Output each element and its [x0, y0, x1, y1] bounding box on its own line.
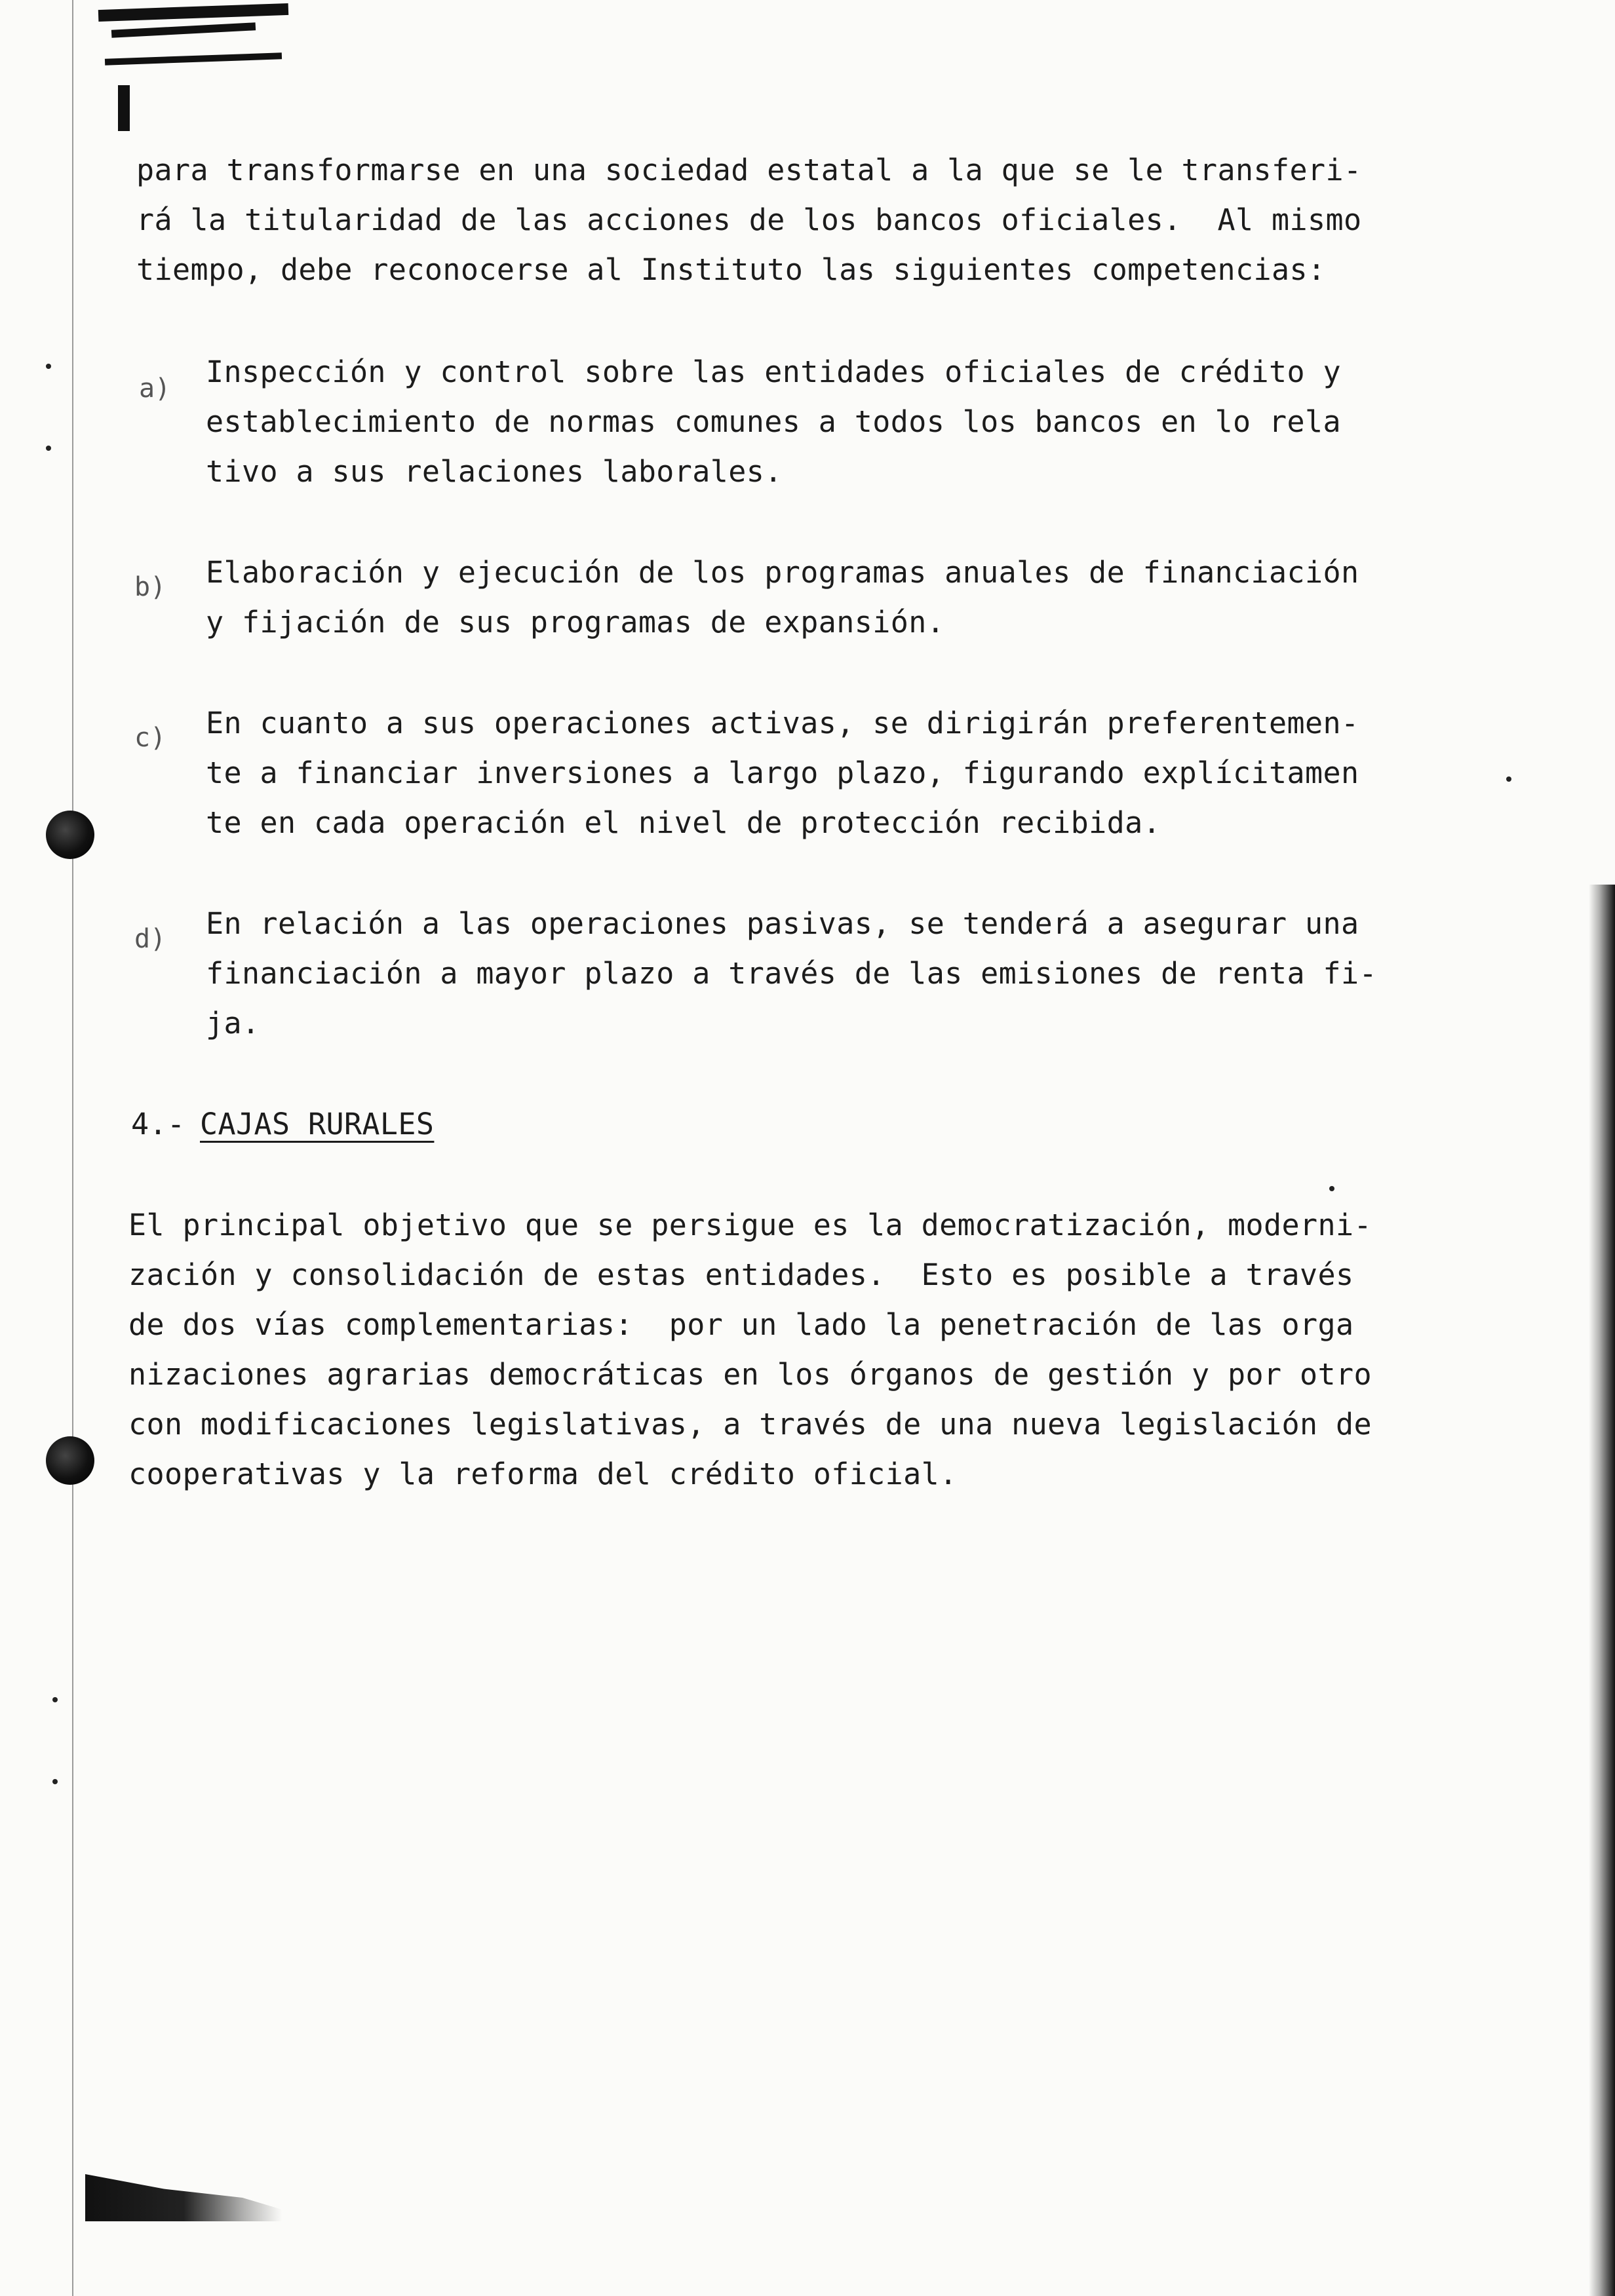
scan-mark-top-left-3	[105, 52, 282, 65]
final-line-3: de dos vías complementarias: por un lado la penetración de las orga	[128, 1307, 1354, 1342]
final-line-5: con modificaciones legislativas, a través de una nueva legislación de	[128, 1407, 1372, 1442]
speck	[52, 1779, 58, 1784]
scan-mark-top-left	[98, 3, 288, 22]
item-b-line-1: Elaboración y ejecución de los programas anuales de financiación	[206, 555, 1359, 590]
final-line-4: nizaciones agrarias democráticas en los órganos de gestión y por otro	[128, 1357, 1372, 1392]
scan-right-edge-shadow	[1589, 885, 1615, 2296]
item-c-line-3: te en cada operación el nivel de protección recibida.	[206, 805, 1161, 840]
section-number: 4.-	[131, 1107, 185, 1141]
final-line-6: cooperativas y la reforma del crédito oficial.	[128, 1457, 958, 1491]
item-b-marker: b)	[134, 572, 166, 602]
final-line-2: zación y consolidación de estas entidades. Esto es posible a través	[128, 1257, 1354, 1292]
item-d-line-1: En relación a las operaciones pasivas, se tenderá a asegurar una	[206, 906, 1359, 941]
item-a-line-2: establecimiento de normas comunes a todos los bancos en lo rela	[206, 404, 1342, 439]
scan-mark-top-left-2	[111, 22, 256, 37]
item-a-line-1: Inspección y control sobre las entidades oficiales de crédito y	[206, 354, 1342, 389]
final-line-1: El principal objetivo que se persigue es la democratización, moderni-	[128, 1208, 1372, 1242]
scan-margin-line	[72, 0, 73, 2296]
intro-line-2: rá la titularidad de las acciones de los bancos oficiales. Al mismo	[136, 202, 1362, 237]
speck	[1506, 776, 1511, 782]
scan-mark-top-left-4	[118, 85, 130, 131]
item-d-line-2: financiación a mayor plazo a través de las emisiones de renta fi-	[206, 956, 1377, 991]
intro-line-3: tiempo, debe reconocerse al Instituto las siguientes competencias:	[136, 252, 1326, 287]
item-c-marker: c)	[134, 723, 166, 753]
speck	[1329, 1186, 1334, 1191]
section-title: CAJAS RURALES	[200, 1107, 435, 1141]
speck	[46, 364, 51, 369]
item-d-line-3: ja.	[206, 1006, 260, 1041]
speck	[52, 1697, 58, 1702]
item-d-marker: d)	[134, 924, 166, 954]
item-a-line-3: tivo a sus relaciones laborales.	[206, 454, 783, 489]
scan-bottom-left-mark	[85, 2162, 282, 2221]
speck	[46, 446, 51, 451]
item-c-line-2: te a financiar inversiones a largo plazo, figurando explícitamen	[206, 756, 1359, 790]
intro-line-1: para transformarse en una sociedad estatal a la que se le transferi-	[136, 153, 1362, 187]
item-c-line-1: En cuanto a sus operaciones activas, se dirigirán preferentemen-	[206, 706, 1359, 740]
punch-hole-upper	[46, 811, 94, 859]
item-b-line-2: y fijación de sus programas de expansión.	[206, 605, 945, 640]
punch-hole-lower	[46, 1436, 94, 1485]
item-a-marker: a)	[139, 373, 171, 404]
